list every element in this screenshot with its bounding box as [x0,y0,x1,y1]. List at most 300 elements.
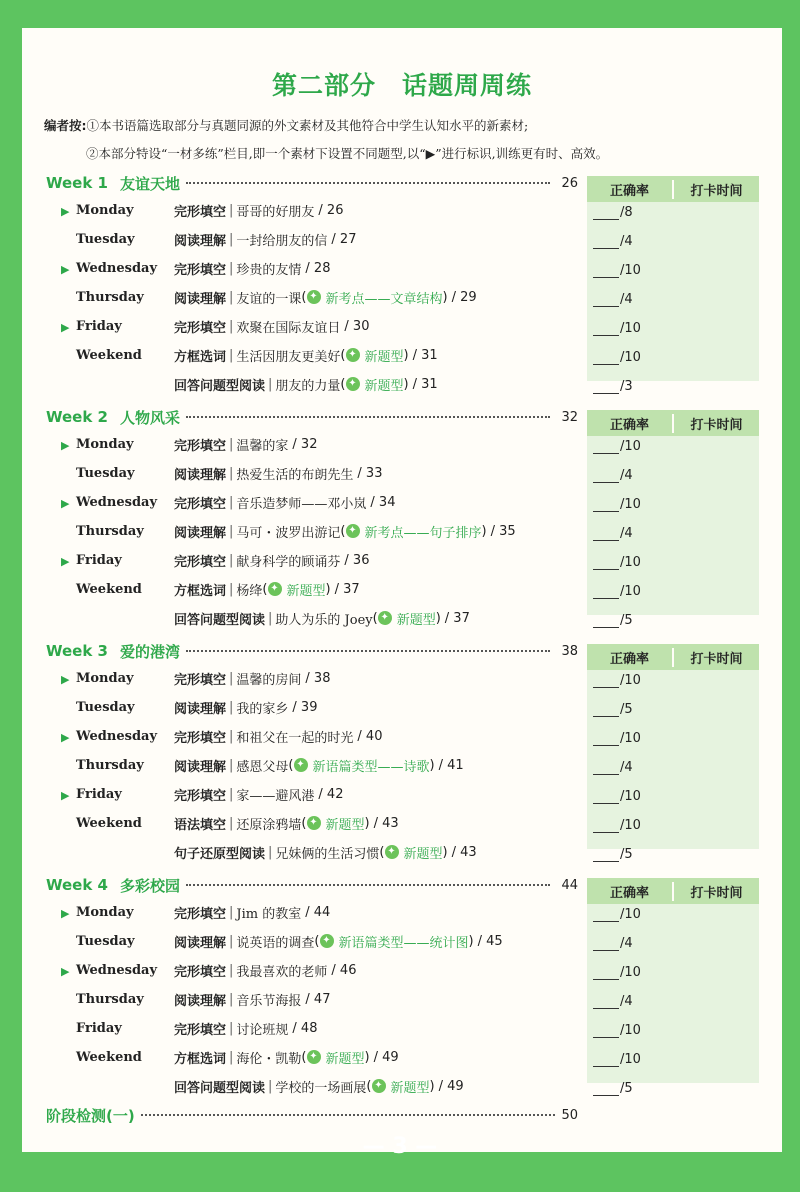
day-label: ▶ Monday [61,202,134,218]
separator: | [229,523,234,539]
separator: | [229,933,234,949]
score-blank[interactable] [593,351,619,365]
accuracy-header: 正确率 [609,183,649,199]
score-total: /4 [620,234,633,249]
lesson-page: / 41 [438,757,464,773]
day-label: Friday [76,1020,122,1036]
score-blank[interactable] [593,498,619,512]
separator: | [229,494,234,510]
lesson-row[interactable] [61,434,318,454]
accuracy-header: 正确率 [609,885,649,901]
question-type: 阅读理解 [174,701,227,717]
stage-test-label: 阶段检测(一) [46,1106,135,1125]
week-heading[interactable] [46,172,578,194]
score-total: /10 [620,789,641,804]
lesson-title: 生活因朋友更美好 [236,349,341,365]
lesson-page: / 38 [305,670,331,686]
score-blank[interactable] [593,585,619,599]
checkin-header: 打卡时间 [672,882,759,901]
new-tag: 新题型 [364,378,404,394]
lightbulb-icon: ✦ [294,758,308,772]
table-header [587,410,759,436]
score-blank[interactable] [593,322,619,336]
stage-test-entry[interactable] [46,1104,578,1126]
lesson-title: 我最喜欢的老师 [236,964,328,980]
day-label: Thursday [76,289,144,305]
score-total: /5 [620,702,633,717]
day-label: ▶ Monday [61,904,134,920]
lesson-page: / 43 [373,815,399,831]
score-field[interactable] [593,757,633,775]
separator: | [229,552,234,568]
lesson-page: / 35 [490,523,516,539]
lesson-title: 兄妹俩的生活习惯 [275,846,380,862]
lesson-row[interactable]: 句子还原型阅读 | 兄妹俩的生活习惯 ( ✦ 新题型 ) / 43 [174,844,477,862]
page-number: — 3 — [362,1134,438,1159]
lesson-title: 友谊的一课 [236,291,302,307]
day-label: ▶ Wednesday [61,260,158,276]
score-blank[interactable] [593,264,619,278]
lesson-row[interactable]: Thursday 阅读理解 | 友谊的一课 ( ✦ 新考点——文章结构 ) / 29 [76,289,477,307]
lesson-title: 朋友的力量 [275,378,341,394]
separator: | [229,991,234,1007]
multi-practice-marker-icon: ▶ [61,496,70,510]
lesson-title: Jim 的教室 [236,906,302,922]
week-label: Week 1 [46,174,108,192]
score-blank[interactable] [593,966,619,980]
multi-practice-marker-icon: ▶ [61,788,70,802]
table-header [587,644,759,670]
question-type: 阅读理解 [174,759,227,775]
score-blank[interactable] [593,235,619,249]
lesson-title: 一封给朋友的信 [236,233,328,249]
lesson-row[interactable]: Thursday 阅读理解 | 马可・波罗出游记 ( ✦ 新考点——句子排序 ) / 35 [76,523,516,541]
lightbulb-icon: ✦ [307,816,321,830]
lesson-title: 说英语的调查 [236,935,315,951]
lesson-page: / 45 [477,933,503,949]
lesson-page: / 31 [412,347,438,363]
lesson-page: / 32 [292,436,318,452]
lesson-page: / 40 [357,728,383,744]
lesson-row[interactable]: Tuesday 阅读理解 | 说英语的调查 ( ✦ 新语篇类型——统计图 ) / 45 [76,933,503,951]
score-total: /10 [620,965,641,980]
day-label: Tuesday [76,699,135,715]
lesson-page: / 48 [292,1020,318,1036]
multi-practice-marker-icon: ▶ [61,906,70,920]
score-blank[interactable] [593,790,619,804]
score-total: /5 [620,1081,633,1096]
lesson-title: 哥哥的好朋友 [236,204,315,220]
day-label: ▶ Monday [61,436,134,452]
day-label: ▶ Monday [61,670,134,686]
part-label: 第二部分 [271,71,376,100]
multi-practice-marker-icon: ▶ [61,438,70,452]
score-field[interactable] [593,494,641,512]
score-total: /3 [620,379,633,394]
score-total: /4 [620,292,633,307]
new-tag: 新题型 [286,583,326,599]
week-topic: 爱的港湾 [120,642,181,661]
score-blank[interactable] [593,1053,619,1067]
lightbulb-icon: ✦ [378,611,392,625]
lesson-row[interactable] [76,697,317,717]
lesson-title: 献身科学的顾诵芬 [236,554,341,570]
editor-note-line2: ②本部分特设“一材多练”栏目,即一个素材下设置不同题型,以“▶”进行标识,训练更有时、高效。 [86,146,609,161]
separator: | [229,318,234,334]
lesson-row[interactable]: Thursday 阅读理解 | 感恩父母 ( ✦ 新语篇类型——诗歌 ) / 41 [76,757,464,775]
question-type: 阅读理解 [174,291,227,307]
week-page: 26 [561,175,578,191]
lightbulb-icon: ✦ [268,582,282,596]
lesson-title: 我的家乡 [236,701,289,717]
question-type: 方框选词 [174,1051,227,1067]
week-heading[interactable] [46,874,578,896]
lightbulb-icon: ✦ [307,290,321,304]
score-field[interactable] [593,465,633,483]
lesson-row[interactable]: Weekend 方框选词 | 海伦・凯勒 ( ✦ 新题型 ) / 49 [76,1049,399,1067]
new-tag: 新题型 [325,817,365,833]
score-blank[interactable] [593,995,619,1009]
score-total: /4 [620,526,633,541]
separator: | [268,1078,273,1094]
score-blank[interactable] [593,674,619,688]
question-type: 回答问题型阅读 [174,378,266,394]
separator: | [229,1049,234,1065]
lightbulb-icon: ✦ [346,348,360,362]
score-field[interactable] [593,728,641,746]
separator: | [268,844,273,860]
week-label: Week 2 [46,408,108,426]
leader-dots [186,650,550,652]
score-blank[interactable] [593,819,619,833]
new-tag: 新语篇类型——统计图 [338,935,469,951]
week-topic: 人物风采 [120,408,181,427]
separator: | [229,699,234,715]
question-type: 完形填空 [174,204,227,220]
lesson-title: 感恩父母 [236,759,289,775]
editor-note-line1: 编者按:①本书语篇选取部分与真题同源的外文素材及其他符合中学生认知水平的新素材; [44,118,529,133]
score-blank[interactable] [593,469,619,483]
leader-dots [186,884,550,886]
separator: | [229,815,234,831]
lesson-title: 马可・波罗出游记 [236,525,341,541]
lightbulb-icon: ✦ [385,845,399,859]
separator: | [229,962,234,978]
multi-practice-marker-icon: ▶ [61,204,70,218]
lesson-title: 音乐节海报 [236,993,302,1009]
question-type: 完形填空 [174,496,227,512]
separator: | [229,202,234,218]
score-total: /8 [620,205,633,220]
separator: | [229,465,234,481]
question-type: 方框选词 [174,583,227,599]
score-blank[interactable] [593,380,619,394]
new-tag: 新考点——文章结构 [325,291,443,307]
score-field[interactable] [593,844,633,862]
day-label: ▶ Wednesday [61,728,158,744]
week-label: Week 3 [46,642,108,660]
score-field[interactable] [593,552,641,570]
lesson-row[interactable] [61,902,331,922]
lesson-row[interactable]: Weekend 语法填空 | 还原涂鸦墙 ( ✦ 新题型 ) / 43 [76,815,399,833]
score-field[interactable] [593,1078,633,1096]
accuracy-header: 正确率 [609,417,649,433]
lesson-title: 珍贵的友情 [236,262,302,278]
question-type: 完形填空 [174,262,227,278]
separator: | [229,670,234,686]
lesson-page: / 43 [451,844,477,860]
lesson-title: 温馨的房间 [236,672,302,688]
score-blank[interactable] [593,732,619,746]
score-total: /10 [620,555,641,570]
lesson-page: / 37 [444,610,470,626]
question-type: 完形填空 [174,320,227,336]
week-topic: 多彩校园 [120,876,181,895]
score-total: /10 [620,321,641,336]
lesson-title: 杨绛 [236,583,263,599]
lesson-page: / 49 [373,1049,399,1065]
day-label: Weekend [76,347,142,363]
separator: | [229,231,234,247]
score-blank[interactable] [593,1082,619,1096]
score-field[interactable] [593,933,633,951]
multi-practice-marker-icon: ▶ [61,964,70,978]
score-field[interactable] [593,523,633,541]
leader-dots [141,1114,556,1116]
table-header [587,878,759,904]
score-blank[interactable] [593,614,619,628]
separator: | [229,347,234,363]
question-type: 完形填空 [174,672,227,688]
score-total: /5 [620,613,633,628]
lesson-page: / 30 [344,318,370,334]
day-label: ▶ Wednesday [61,962,158,978]
score-field[interactable] [593,318,641,336]
score-blank[interactable] [593,440,619,454]
separator: | [268,610,273,626]
lightbulb-icon: ✦ [307,1050,321,1064]
score-total: /10 [620,731,641,746]
question-type: 阅读理解 [174,525,227,541]
leader-dots [186,182,550,184]
lesson-row[interactable] [61,726,383,746]
week-page: 38 [561,643,578,659]
score-total: /10 [620,673,641,688]
multi-practice-marker-icon: ▶ [61,554,70,568]
lesson-page: / 31 [412,376,438,392]
week-page: 44 [561,877,578,893]
lesson-page: / 49 [438,1078,464,1094]
checkin-header: 打卡时间 [672,180,759,199]
lesson-row[interactable] [76,463,382,483]
day-label: Weekend [76,815,142,831]
day-label: Weekend [76,581,142,597]
question-type: 完形填空 [174,554,227,570]
separator: | [229,1020,234,1036]
question-type: 完形填空 [174,730,227,746]
score-field[interactable] [593,1020,641,1038]
separator: | [229,436,234,452]
score-blank[interactable] [593,556,619,570]
score-field[interactable] [593,670,641,688]
lesson-row[interactable] [76,989,330,1009]
multi-practice-marker-icon: ▶ [61,672,70,686]
question-type: 完形填空 [174,788,227,804]
day-label: Tuesday [76,231,135,247]
lesson-page: / 26 [318,202,344,218]
score-total: /10 [620,497,641,512]
score-field[interactable] [593,962,641,980]
lesson-row[interactable]: Weekend 方框选词 | 生活因朋友更美好 ( ✦ 新题型 ) / 31 [76,347,438,365]
question-type: 语法填空 [174,817,227,833]
lesson-title: 讨论班规 [236,1022,289,1038]
part-name: 话题周周练 [402,71,533,100]
score-blank[interactable] [593,703,619,717]
score-field[interactable] [593,786,641,804]
score-blank[interactable] [593,527,619,541]
lesson-row[interactable]: 回答问题型阅读 | 学校的一场画展 ( ✦ 新题型 ) / 49 [174,1078,464,1096]
score-field[interactable] [593,1049,641,1067]
lightbulb-icon: ✦ [346,524,360,538]
lesson-row[interactable] [61,316,370,336]
score-total: /10 [620,263,641,278]
lesson-row[interactable] [61,258,331,278]
score-field[interactable] [593,904,641,922]
score-blank[interactable] [593,848,619,862]
score-blank[interactable] [593,761,619,775]
score-field[interactable] [593,202,633,220]
score-total: /5 [620,847,633,862]
lesson-row[interactable] [76,229,356,249]
lesson-title: 家——避风港 [236,788,315,804]
score-field[interactable] [593,610,633,628]
day-label: Thursday [76,523,144,539]
score-total: /10 [620,350,641,365]
week-heading[interactable] [46,640,578,662]
separator: | [229,260,234,276]
question-type: 阅读理解 [174,467,227,483]
score-total: /10 [620,439,641,454]
score-blank[interactable] [593,293,619,307]
lesson-row[interactable]: Weekend 方框选词 | 杨绛 ( ✦ 新题型 ) / 37 [76,581,360,599]
lesson-row[interactable] [61,492,396,512]
week-heading[interactable] [46,406,578,428]
question-type: 句子还原型阅读 [174,846,266,862]
score-blank[interactable] [593,908,619,922]
lesson-title: 海伦・凯勒 [236,1051,302,1067]
new-tag: 新题型 [325,1051,365,1067]
lesson-page: / 33 [357,465,383,481]
score-field[interactable] [593,260,641,278]
day-label: ▶ Wednesday [61,494,158,510]
score-blank[interactable] [593,937,619,951]
checkin-header: 打卡时间 [672,414,759,433]
score-field[interactable] [593,347,641,365]
section-title [22,66,782,102]
lesson-row[interactable] [61,200,344,220]
day-label: Tuesday [76,933,135,949]
day-label: ▶ Friday [61,786,122,802]
separator: | [229,786,234,802]
new-tag: 新语篇类型——诗歌 [312,759,430,775]
lesson-page: / 36 [344,552,370,568]
score-total: /4 [620,468,633,483]
checkin-header: 打卡时间 [672,648,759,667]
score-field[interactable] [593,436,641,454]
day-label: ▶ Friday [61,552,122,568]
week-label: Week 4 [46,876,108,894]
day-label: Weekend [76,1049,142,1065]
question-type: 完形填空 [174,438,227,454]
score-total: /4 [620,760,633,775]
score-total: /10 [620,1052,641,1067]
lesson-title: 音乐造梦师——邓小岚 [236,496,367,512]
day-label: Thursday [76,991,144,1007]
score-total: /10 [620,584,641,599]
lightbulb-icon: ✦ [320,934,334,948]
lesson-page: / 27 [331,231,357,247]
lesson-row[interactable] [61,784,344,804]
lesson-page: / 37 [334,581,360,597]
question-type: 回答问题型阅读 [174,1080,266,1096]
lesson-row[interactable] [76,1018,317,1038]
question-type: 阅读理解 [174,935,227,951]
score-total: /10 [620,907,641,922]
lesson-title: 温馨的家 [236,438,289,454]
lightbulb-icon: ✦ [372,1079,386,1093]
score-field[interactable] [593,376,633,394]
lesson-page: / 42 [318,786,344,802]
new-tag: 新题型 [390,1080,430,1096]
score-field[interactable] [593,289,633,307]
score-blank[interactable] [593,1024,619,1038]
stage-test-page: 50 [561,1107,578,1123]
score-field[interactable] [593,699,633,717]
lesson-page: / 28 [305,260,331,276]
lesson-row[interactable]: 回答问题型阅读 | 助人为乐的 Joey ( ✦ 新题型 ) / 37 [174,610,470,628]
lesson-title: 学校的一场画展 [275,1080,367,1096]
new-tag: 新题型 [396,612,436,628]
lesson-row[interactable]: 回答问题型阅读 | 朋友的力量 ( ✦ 新题型 ) / 31 [174,376,438,394]
score-total: /10 [620,1023,641,1038]
lesson-page: / 39 [292,699,318,715]
table-header [587,176,759,202]
week-page: 32 [561,409,578,425]
score-field[interactable] [593,581,641,599]
score-field[interactable] [593,815,641,833]
score-total: /10 [620,818,641,833]
question-type: 方框选词 [174,349,227,365]
accuracy-header: 正确率 [609,651,649,667]
lesson-page: / 47 [305,991,331,1007]
multi-practice-marker-icon: ▶ [61,320,70,334]
new-tag: 新题型 [364,349,404,365]
lesson-page: / 29 [451,289,477,305]
lesson-row[interactable] [61,960,357,980]
score-blank[interactable] [593,206,619,220]
new-tag: 新题型 [403,846,443,862]
score-field[interactable] [593,991,633,1009]
score-field[interactable] [593,231,633,249]
separator: | [229,757,234,773]
question-type: 回答问题型阅读 [174,612,266,628]
multi-practice-marker-icon: ▶ [61,730,70,744]
separator: | [229,289,234,305]
lesson-title: 和祖父在一起的时光 [236,730,354,746]
lesson-row[interactable] [61,550,370,570]
day-label: Thursday [76,757,144,773]
lesson-row[interactable] [61,668,331,688]
